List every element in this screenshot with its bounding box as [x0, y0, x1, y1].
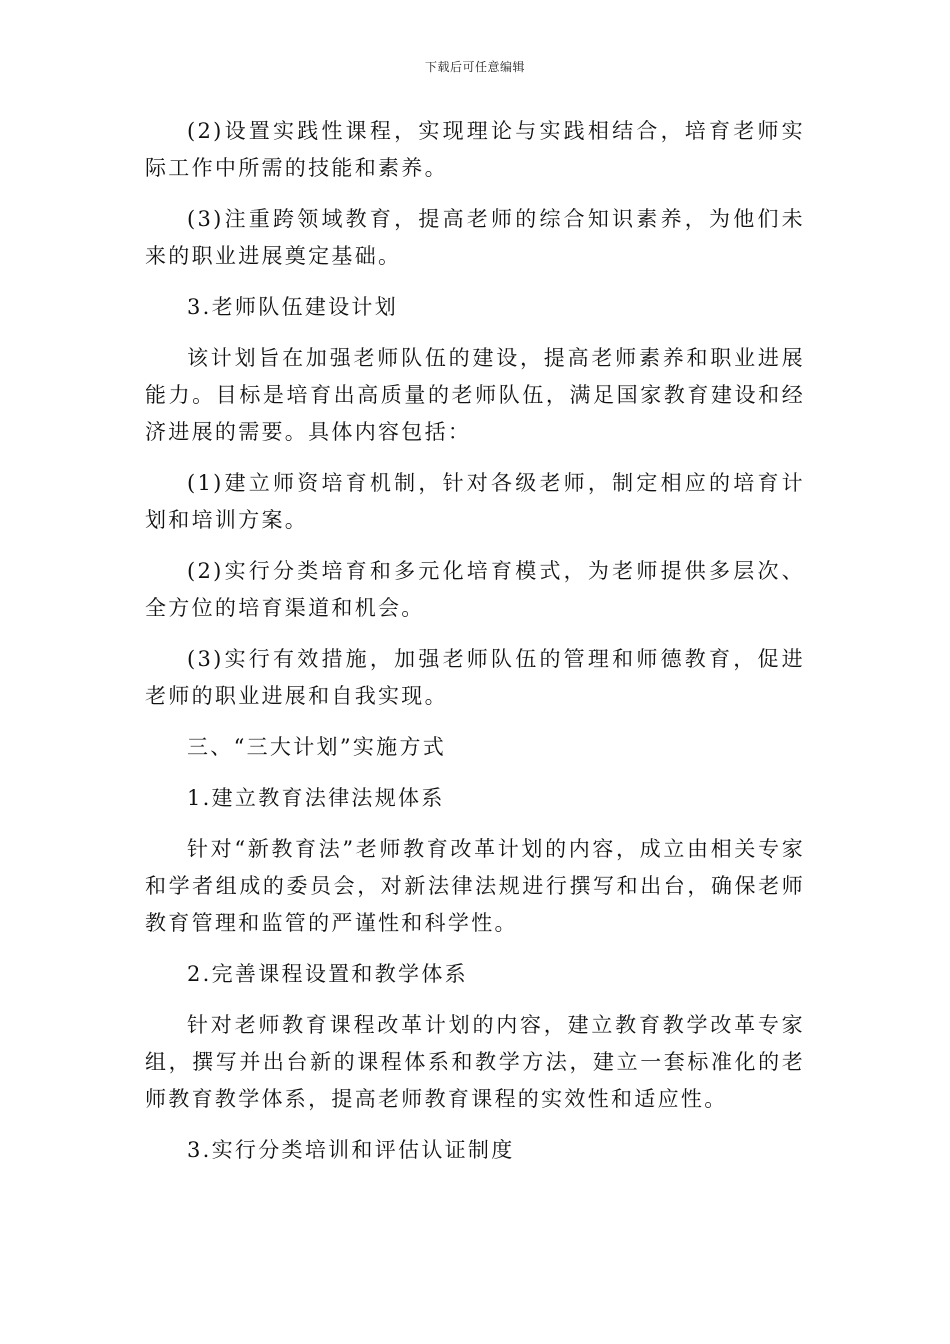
section-heading: 1.建立教育法律法规体系 — [187, 786, 445, 810]
paragraph-item: 该计划旨在加强老师队伍的建设，提高老师素养和职业进展能力。目标是培育出高质量的老师队伍，满足国家教育建设和经济进展的需要。具体内容包括： — [145, 346, 805, 444]
paragraph-item: (2)设置实践性课程，实现理论与实践相结合，培育老师实际工作中所需的技能和素养。 — [145, 119, 805, 180]
section-heading: 3.老师队伍建设计划 — [187, 295, 399, 319]
paragraph-item: (2)实行分类培育和多元化培育模式，为老师提供多层次、全方位的培育渠道和机会。 — [145, 559, 805, 620]
document-body — [145, 113, 805, 1183]
paragraph-item: (1)建立师资培育机制，针对各级老师，制定相应的培育计划和培训方案。 — [145, 471, 805, 532]
section-heading: 3.实行分类培训和评估认证制度 — [187, 1138, 515, 1162]
section-heading: 2.完善课程设置和教学体系 — [187, 962, 468, 986]
paragraph-item: (3)实行有效措施，加强老师队伍的管理和师德教育，促进老师的职业进展和自我实现。 — [145, 647, 805, 708]
paragraph-item: (3)注重跨领域教育，提高老师的综合知识素养，为他们未来的职业进展奠定基础。 — [145, 207, 805, 268]
section-heading: 三、“三大计划”实施方式 — [187, 735, 447, 759]
paragraph-item: 针对老师教育课程改革计划的内容，建立教育教学改革专家组，撰写并出台新的课程体系和教学方法，建立一套标准化的老师教育教学体系，提高老师教育课程的实效性和适应性。 — [145, 1013, 805, 1111]
page-header-note: 下载后可任意编辑 — [424, 60, 525, 74]
paragraph-item: 针对“新教育法”老师教育改革计划的内容，成立由相关专家和学者组成的委员会，对新法律法规进行撰写和出台，确保老师教育管理和监管的严谨性和科学性。 — [145, 837, 805, 935]
